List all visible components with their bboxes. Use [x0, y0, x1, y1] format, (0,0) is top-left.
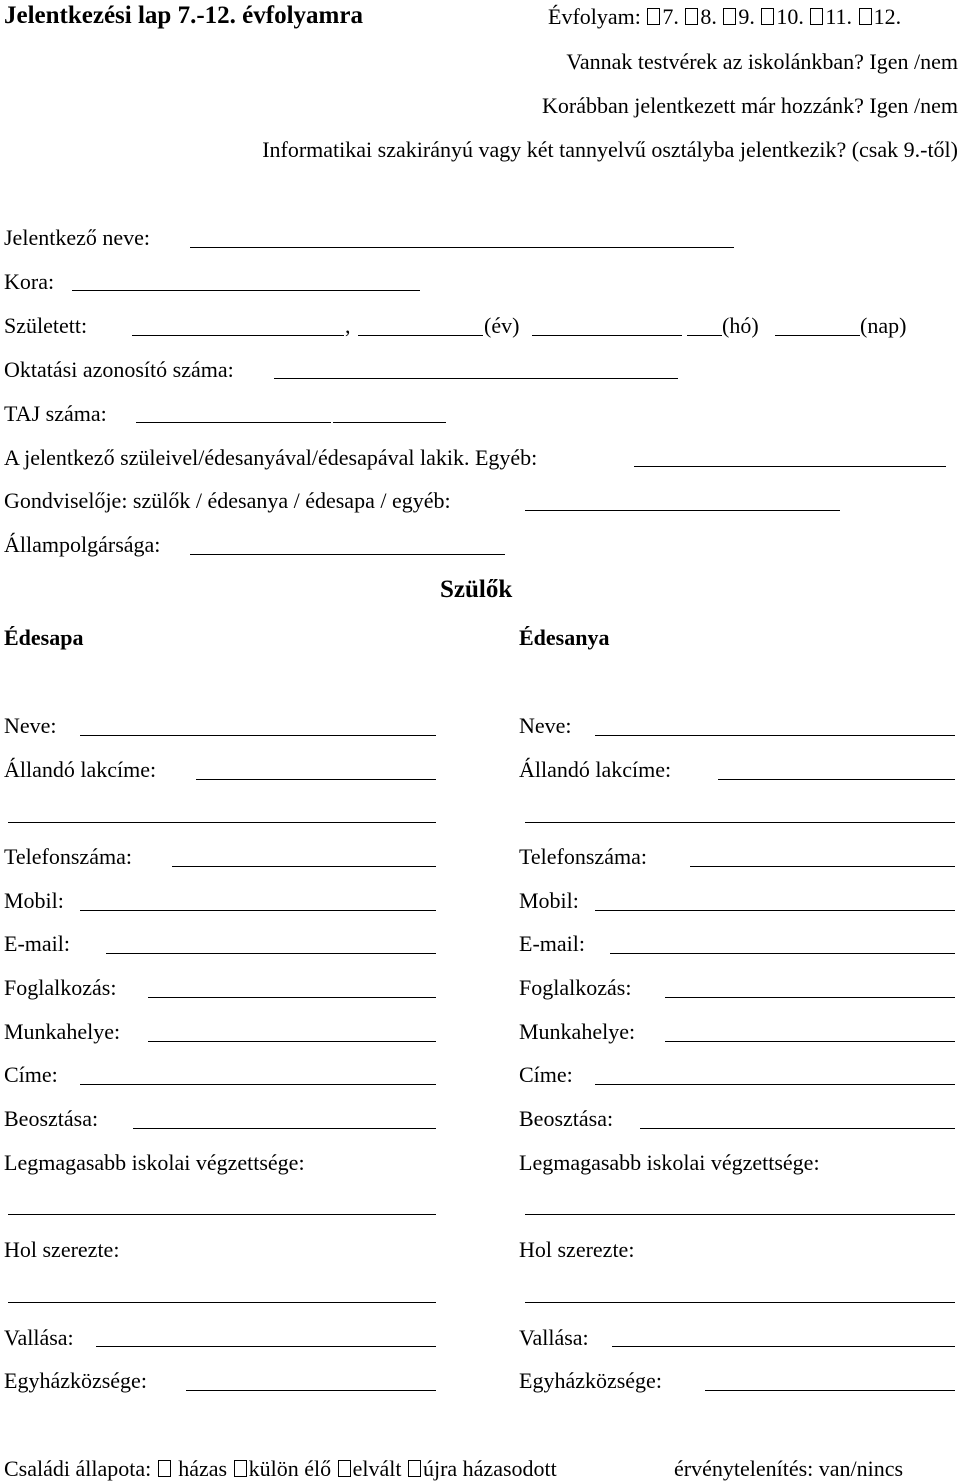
mother-position-field[interactable] [640, 1128, 955, 1129]
mother-work-address-field[interactable] [595, 1084, 955, 1085]
mother-address-field-2[interactable] [525, 822, 955, 823]
option-divorced: elvált [352, 1456, 402, 1481]
birth-year-field[interactable] [358, 335, 483, 336]
lives-with-label: A jelentkező szüleivel/édesanyával/édesapával lakik. Egyéb: [4, 445, 538, 470]
father-occupation-field[interactable] [148, 997, 436, 998]
mother-phone-field[interactable] [690, 866, 955, 867]
grade-selector [548, 4, 901, 30]
mother-obtained-at-field[interactable] [525, 1302, 955, 1303]
checkbox-married[interactable] [158, 1460, 171, 1477]
mother-name-label: Neve: [519, 713, 572, 738]
birth-day-label: (nap) [860, 313, 907, 338]
mother-address-field[interactable] [718, 779, 955, 780]
taj-field[interactable] [136, 422, 331, 423]
birth-day-field[interactable] [775, 335, 860, 336]
mother-mobile-label: Mobil: [519, 888, 579, 913]
grade-option: 12. [873, 4, 902, 29]
applicant-age-field[interactable] [72, 290, 420, 291]
mother-occupation-label: Foglalkozás: [519, 975, 632, 1000]
checkbox-separated[interactable] [234, 1460, 247, 1477]
birth-comma: , [345, 313, 351, 338]
birth-month-label: (hó) [722, 313, 759, 338]
father-parish-label: Egyházközsége: [4, 1368, 147, 1393]
option-married: házas [178, 1456, 228, 1481]
grade-option: 9. [738, 4, 755, 29]
taj-label: TAJ száma: [4, 401, 107, 426]
question-applied-before: Korábban jelentkezett már hozzánk? Igen /nem [542, 93, 958, 118]
page-title: Jelentkezési lap 7.-12. évfolyamra [4, 2, 363, 29]
grade-option: 11. [825, 4, 853, 29]
mother-heading: Édesanya [519, 625, 610, 650]
father-work-address-label: Címe: [4, 1062, 58, 1087]
mother-phone-label: Telefonszáma: [519, 844, 647, 869]
father-parish-field[interactable] [186, 1390, 436, 1391]
mother-religion-field[interactable] [612, 1346, 955, 1347]
father-phone-field[interactable] [172, 866, 436, 867]
mother-education-field[interactable] [525, 1214, 955, 1215]
mother-name-field[interactable] [595, 735, 955, 736]
father-workplace-field[interactable] [148, 1041, 436, 1042]
grade-label: Évfolyam: [548, 4, 641, 29]
father-religion-field[interactable] [96, 1346, 436, 1347]
applicant-name-field[interactable] [190, 247, 734, 248]
birth-place-field[interactable] [132, 335, 344, 336]
annulment-label: érvénytelenítés: van/nincs [674, 1456, 904, 1481]
father-occupation-label: Foglalkozás: [4, 975, 117, 1000]
checkbox-grade-12[interactable] [859, 8, 872, 25]
father-address-field[interactable] [196, 779, 436, 780]
mother-position-label: Beosztása: [519, 1106, 614, 1131]
citizenship-label: Állampolgársága: [4, 532, 161, 557]
parents-title: Szülők [440, 576, 513, 603]
mother-education-label: Legmagasabb iskolai végzettsége: [519, 1150, 820, 1175]
mother-work-address-label: Címe: [519, 1062, 573, 1087]
father-phone-label: Telefonszáma: [4, 844, 132, 869]
option-separated: külön élő [248, 1456, 332, 1481]
birth-month-field[interactable] [532, 335, 682, 336]
taj-field-2[interactable] [333, 422, 446, 423]
grade-option: 8. [700, 4, 717, 29]
father-mobile-field[interactable] [80, 910, 436, 911]
guardian-other-field[interactable] [525, 510, 840, 511]
question-it-class: Informatikai szakirányú vagy két tannyelvű osztályba jelentkezik? (csak 9.-től) [262, 137, 958, 162]
father-mobile-label: Mobil: [4, 888, 64, 913]
question-siblings: Vannak testvérek az iskolánkban? Igen /nem [566, 49, 958, 74]
option-remarried: újra házasodott [422, 1456, 557, 1481]
mother-obtained-at-label: Hol szerezte: [519, 1237, 635, 1262]
birth-label: Született: [4, 313, 88, 338]
checkbox-divorced[interactable] [338, 1460, 351, 1477]
mother-address-label: Állandó lakcíme: [519, 757, 672, 782]
father-name-field[interactable] [80, 735, 436, 736]
father-religion-label: Vallása: [4, 1325, 74, 1350]
father-obtained-at-label: Hol szerezte: [4, 1237, 120, 1262]
checkbox-grade-11[interactable] [810, 8, 823, 25]
father-email-label: E-mail: [4, 931, 70, 956]
citizenship-field[interactable] [190, 554, 505, 555]
checkbox-remarried[interactable] [408, 1460, 421, 1477]
father-email-field[interactable] [106, 953, 436, 954]
father-workplace-label: Munkahelye: [4, 1019, 121, 1044]
birth-month-field-2[interactable] [687, 335, 722, 336]
checkbox-grade-10[interactable] [761, 8, 774, 25]
mother-email-field[interactable] [610, 953, 955, 954]
father-address-field-2[interactable] [8, 822, 436, 823]
family-status-row [4, 1456, 557, 1482]
mother-workplace-label: Munkahelye: [519, 1019, 636, 1044]
checkbox-grade-9[interactable] [723, 8, 736, 25]
mother-occupation-field[interactable] [665, 997, 955, 998]
guardian-label: Gondviselője: szülők / édesanya / édesapa / egyéb: [4, 488, 451, 513]
father-education-label: Legmagasabb iskolai végzettsége: [4, 1150, 305, 1175]
checkbox-grade-8[interactable] [685, 8, 698, 25]
checkbox-grade-7[interactable] [647, 8, 660, 25]
father-address-label: Állandó lakcíme: [4, 757, 157, 782]
edu-id-label: Oktatási azonosító száma: [4, 357, 234, 382]
mother-workplace-field[interactable] [665, 1041, 955, 1042]
grade-option: 10. [776, 4, 804, 29]
father-position-field[interactable] [133, 1128, 436, 1129]
applicant-age-label: Kora: [4, 269, 55, 294]
father-work-address-field[interactable] [80, 1084, 436, 1085]
applicant-name-label: Jelentkező neve: [4, 225, 150, 250]
father-name-label: Neve: [4, 713, 57, 738]
edu-id-field[interactable] [274, 378, 678, 379]
father-heading: Édesapa [4, 625, 84, 650]
grade-option: 7. [662, 4, 679, 29]
mother-religion-label: Vallása: [519, 1325, 589, 1350]
mother-email-label: E-mail: [519, 931, 585, 956]
birth-year-label: (év) [484, 313, 520, 338]
father-obtained-at-field[interactable] [8, 1302, 436, 1303]
mother-parish-field[interactable] [705, 1390, 955, 1391]
father-education-field[interactable] [8, 1214, 436, 1215]
father-position-label: Beosztása: [4, 1106, 99, 1131]
mother-parish-label: Egyházközsége: [519, 1368, 662, 1393]
mother-mobile-field[interactable] [595, 910, 955, 911]
family-status-label: Családi állapota: [4, 1456, 152, 1481]
lives-with-other-field[interactable] [634, 466, 946, 467]
